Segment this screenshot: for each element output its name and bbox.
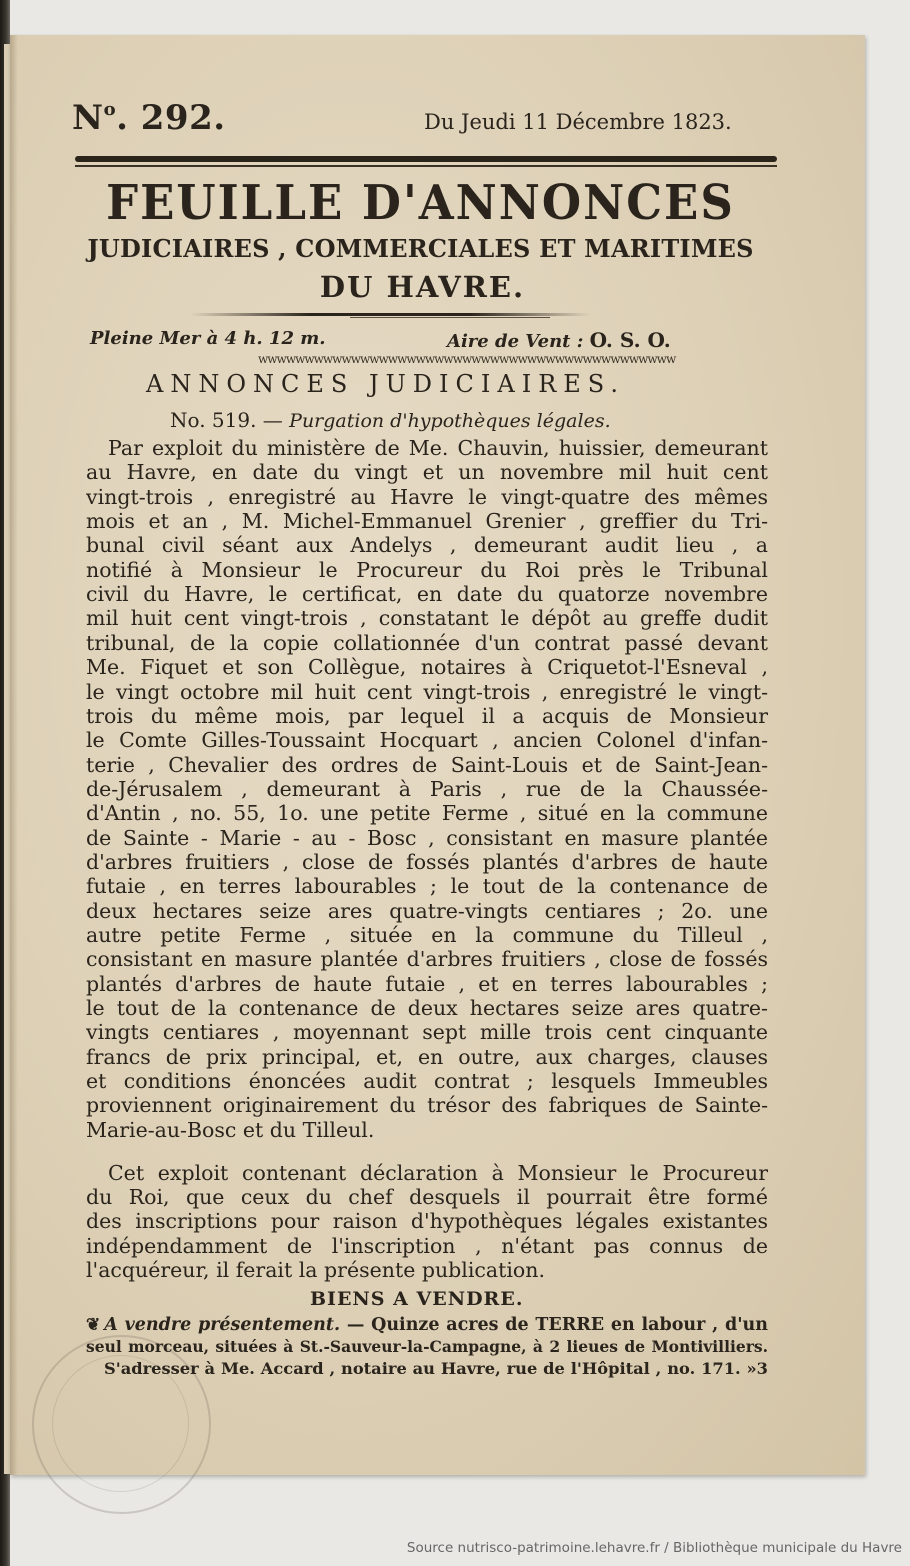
text-line: bunal civil séant aux Andelys , demeurant audit lieu , a — [86, 533, 768, 558]
issue-number-value: . 292. — [116, 98, 226, 138]
text-line: mil huit cent vingt-trois , constatant le dépôt au greffe dudit — [86, 606, 768, 631]
sale-line-1 — [86, 1314, 768, 1336]
section-heading: ANNONCES JUDICIAIRES. — [146, 370, 625, 398]
text-line: et conditions énoncées audit contrat ; lesquels Immeubles — [86, 1069, 768, 1094]
newspaper-city: DU HAVRE. — [319, 270, 526, 304]
text-line: plantés d'arbres de haute futaie , et en terres labourables ; — [86, 971, 768, 996]
masthead-rule-thin — [75, 165, 777, 167]
text-line: mois et an , M. Michel-Emmanuel Grenier , greffier du Tri- — [86, 509, 768, 534]
sale-line-2: seul morceau, situées à St.-Sauveur-la-Campagne, à 2 lieues de Montivilliers. — [86, 1337, 768, 1356]
issue-number — [72, 98, 226, 138]
text-line: consistant en masure plantée d'arbres fruitiers , close de fossés — [86, 947, 768, 972]
text-line: au Havre, en date du vingt et un novembre mil huit cent — [86, 460, 768, 485]
issue-number-sup: o — [103, 99, 117, 120]
text-line: Me. Fiquet et son Collègue, notaires à Criquetot-l'Esneval , — [86, 655, 768, 680]
text-line: d'Antin , no. 55, 1o. une petite Ferme , situé en la commune — [86, 801, 768, 826]
text-line: Par exploit du ministère de Me. Chauvin, huissier, demeurant — [108, 436, 768, 460]
sale-line-1-text: — Quinze acres de TERRE en labour , d'un — [346, 1315, 769, 1335]
source-credit: Source nutrisco-patrimoine.lehavre.fr / Bibliothèque municipale du Havre — [406, 1540, 902, 1556]
notice-heading — [170, 408, 611, 432]
text-line: Cet exploit contenant déclaration à Monsieur le Procureur — [108, 1161, 768, 1185]
issue-number-prefix: N — [72, 98, 104, 138]
sale-intro: A vendre présentement. — [104, 1315, 341, 1335]
issue-date: Du Jeudi 11 Décembre 1823. — [424, 110, 732, 134]
masthead-rule-thick — [75, 156, 777, 162]
text-line: proviennent originairement du trésor des fabriques de Sainte- — [86, 1093, 768, 1118]
text-line: autre petite Ferme , située en la commune du Tilleul , — [86, 923, 768, 947]
notice-number: No. 519. — — [170, 408, 283, 432]
text-line: l'acquéreur, il ferait la présente publication. — [86, 1257, 545, 1282]
newspaper-subtitle: JUDICIAIRES , COMMERCIALES ET MARITIMES — [87, 234, 754, 263]
text-line: tribunal, de la copie collationnée d'un contrat passé devant — [86, 630, 768, 655]
text-line: trois du même mois, par lequel il a acquis de Monsieur — [86, 703, 768, 728]
text-line: notifié à Monsieur le Procureur du Roi près le Tribunal — [86, 557, 768, 582]
text-line: civil du Havre, le certificat, en date du quatorze novembre — [86, 582, 768, 607]
newspaper-title: FEUILLE D'ANNONCES — [106, 174, 735, 231]
text-line: terie , Chevalier des ordres de Saint-Louis et de Saint-Jean- — [86, 752, 768, 777]
text-line: d'arbres fruitiers , close de fossés plantés d'arbres de haute — [86, 849, 768, 874]
text-line: Marie-au-Bosc et du Tilleul. — [86, 1117, 375, 1142]
text-line: le vingt octobre mil huit cent vingt-trois , enregistré le vingt- — [86, 679, 768, 704]
ornamental-rule-thin — [350, 317, 550, 318]
wind-value: O. S. O. — [589, 328, 671, 352]
text-line: francs de prix principal, et, en outre, aux charges, clauses — [86, 1044, 768, 1069]
text-line: indépendamment de l'inscription , n'étant pas connus de — [86, 1233, 768, 1258]
sales-heading: BIENS A VENDRE. — [310, 1288, 524, 1310]
wavy-divider: wwwwwwwwwwwwwwwwwwwwwwwwwwwwwwwwwwwwwwwwwwwww — [258, 352, 676, 366]
text-line: vingts centiares , moyennant sept mille trois cent cinquante — [86, 1020, 768, 1045]
text-line: deux hectares seize ares quatre-vingts centiares ; 2o. une — [86, 898, 768, 923]
high-tide: Pleine Mer à 4 h. 12 m. — [90, 328, 326, 349]
text-line: de-Jérusalem , demeurant à Paris , rue de la Chaussée- — [86, 776, 768, 801]
text-line: le Comte Gilles-Toussaint Hocquart , ancien Colonel d'infan- — [86, 728, 768, 753]
text-line: futaie , en terres labourables ; le tout de la contenance de — [86, 874, 768, 899]
wind-label: Aire de Vent : — [447, 331, 584, 352]
ornamental-rule — [190, 313, 590, 316]
text-line: vingt-trois , enregistré au Havre le vingt-quatre des mêmes — [86, 484, 768, 509]
notice-title: Purgation d'hypothèques légales. — [289, 410, 611, 432]
text-line: du Roi, que ceux du chef desquels il pourrait être formé — [86, 1185, 768, 1210]
wind-direction — [447, 328, 671, 352]
sale-line-3: S'adresser à Me. Accard , notaire au Havre, rue de l'Hôpital , no. 171. »3 — [104, 1359, 768, 1378]
text-line: des inscriptions pour raison d'hypothèques légales existantes — [86, 1209, 768, 1234]
fleuron-icon: ❦ — [86, 1315, 101, 1335]
text-line: de Sainte - Marie - au - Bosc , consistant en masure plantée — [86, 825, 768, 850]
text-line: le tout de la contenance de deux hectares seize ares quatre- — [86, 996, 768, 1021]
